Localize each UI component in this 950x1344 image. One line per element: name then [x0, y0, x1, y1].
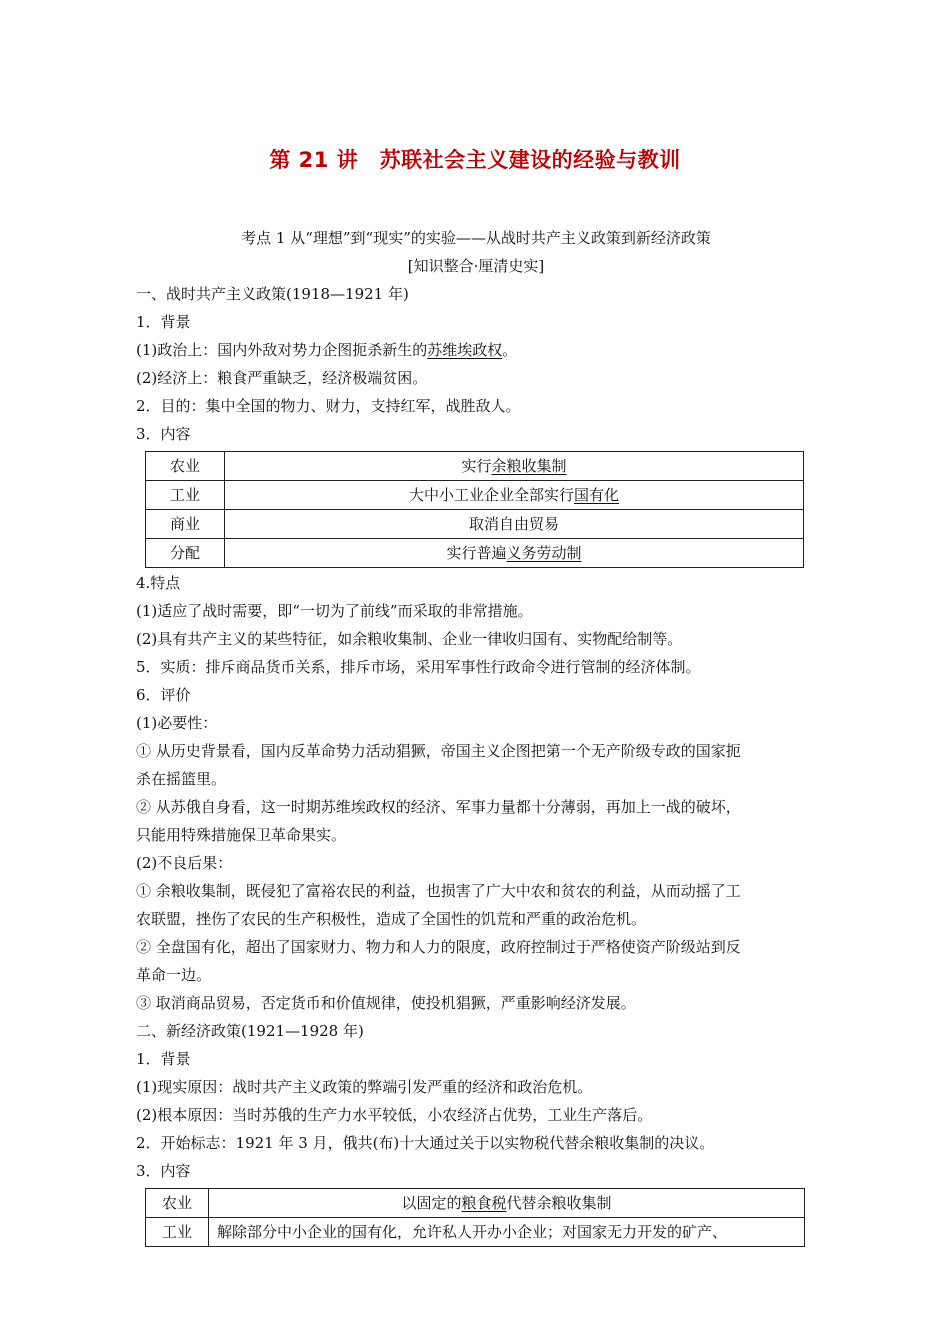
paragraph: 6．评价	[136, 686, 191, 704]
table-row-head: 农业	[146, 1189, 209, 1218]
table-row	[146, 510, 804, 539]
nep-table	[145, 1188, 805, 1247]
paragraph: (2)经济上：粮食严重缺乏，经济极端贫困。	[136, 369, 428, 387]
lecture-title: 第 21 讲 苏联社会主义建设的经验与教训	[269, 148, 681, 172]
table-row	[146, 452, 804, 481]
section-2-heading: 二、新经济政策(1921—1928 年)	[136, 1022, 364, 1040]
table-cell: 实行普遍义务劳动制	[225, 539, 804, 568]
table-cell: 大中小工业企业全部实行国有化	[225, 481, 804, 510]
section-bracket: [知识整合·厘清史实]	[407, 257, 545, 275]
underlined-term: 国有化	[574, 486, 620, 504]
table-row	[146, 481, 804, 510]
table-row-head: 工业	[146, 481, 225, 510]
underlined-term: 余粮收集制	[491, 457, 567, 475]
paragraph: 1．背景	[136, 1050, 191, 1068]
document-body	[136, 224, 816, 1248]
underlined-term: 义务劳动制	[506, 544, 582, 562]
table-row-head: 分配	[146, 539, 225, 568]
table-cell: 取消自由贸易	[225, 510, 804, 539]
table-cell: 以固定的粮食税代替余粮收集制	[209, 1189, 805, 1218]
paragraph: (2)不良后果：	[136, 854, 233, 872]
paragraph: 2．开始标志：1921 年 3 月，俄共(布)十大通过关于以实物税代替余粮收集制的决议。	[136, 1134, 715, 1152]
paragraph: 4.特点	[136, 574, 181, 592]
underlined-term: 粮食税	[461, 1194, 507, 1212]
table-cell: 解除部分中小企业的国有化，允许私人开办小企业；对国家无力开发的矿产、	[209, 1218, 805, 1247]
paragraph: 2．目的：集中全国的物力、财力，支持红军，战胜敌人。	[136, 397, 521, 415]
paragraph: 革命一边。	[136, 966, 212, 984]
table-cell: 实行余粮收集制	[225, 452, 804, 481]
paragraph: (1)适应了战时需要，即“一切为了前线”而采取的非常措施。	[136, 602, 533, 620]
paragraph: 5．实质：排斥商品货币关系，排斥市场，采用军事性行政命令进行管制的经济体制。	[136, 658, 701, 676]
paragraph: (2)具有共产主义的某些特征，如余粮收集制、企业一律收归国有、实物配给制等。	[136, 630, 683, 648]
paragraph: (1)必要性：	[136, 714, 218, 732]
paragraph: 3．内容	[136, 425, 191, 443]
table-row	[146, 1189, 805, 1218]
underlined-term: 苏维埃政权	[427, 341, 503, 359]
table-row-head: 农业	[146, 452, 225, 481]
table-row-head: 商业	[146, 510, 225, 539]
paragraph: (1)现实原因：战时共产主义政策的弊端引发严重的经济和政治危机。	[136, 1078, 593, 1096]
kaodian-heading: 考点 1 从“理想”到“现实”的实验——从战时共产主义政策到新经济政策	[241, 229, 711, 247]
table-row-head: 工业	[146, 1218, 209, 1247]
paragraph: 3．内容	[136, 1162, 191, 1180]
paragraph: (2)根本原因：当时苏俄的生产力水平较低，小农经济占优势，工业生产落后。	[136, 1106, 653, 1124]
paragraph: ② 从苏俄自身看，这一时期苏维埃政权的经济、军事力量都十分薄弱，再加上一战的破坏，	[136, 798, 741, 816]
paragraph: 杀在摇篮里。	[136, 770, 227, 788]
section-1-heading: 一、战时共产主义政策(1918—1921 年)	[136, 285, 409, 303]
paragraph: 只能用特殊措施保卫革命果实。	[136, 826, 347, 844]
paragraph: ② 全盘国有化，超出了国家财力、物力和人力的限度，政府控制过于严格使资产阶级站到反	[136, 938, 741, 956]
table-row	[146, 539, 804, 568]
paragraph: 农联盟，挫伤了农民的生产积极性，造成了全国性的饥荒和严重的政治危机。	[136, 910, 647, 928]
paragraph: ① 从历史背景看，国内反革命势力活动猖獗，帝国主义企图把第一个无产阶级专政的国家扼	[136, 742, 741, 760]
paragraph: ③ 取消商品贸易，否定货币和价值规律，使投机猖獗，严重影响经济发展。	[136, 994, 636, 1012]
paragraph: 1．背景	[136, 313, 191, 331]
war-communism-table	[145, 451, 804, 568]
paragraph: ① 余粮收集制，既侵犯了富裕农民的利益，也损害了广大中农和贫农的利益，从而动摇了工	[136, 882, 741, 900]
paragraph: (1)政治上：国内外敌对势力企图扼杀新生的苏维埃政权。	[136, 341, 518, 359]
table-row	[146, 1218, 805, 1247]
